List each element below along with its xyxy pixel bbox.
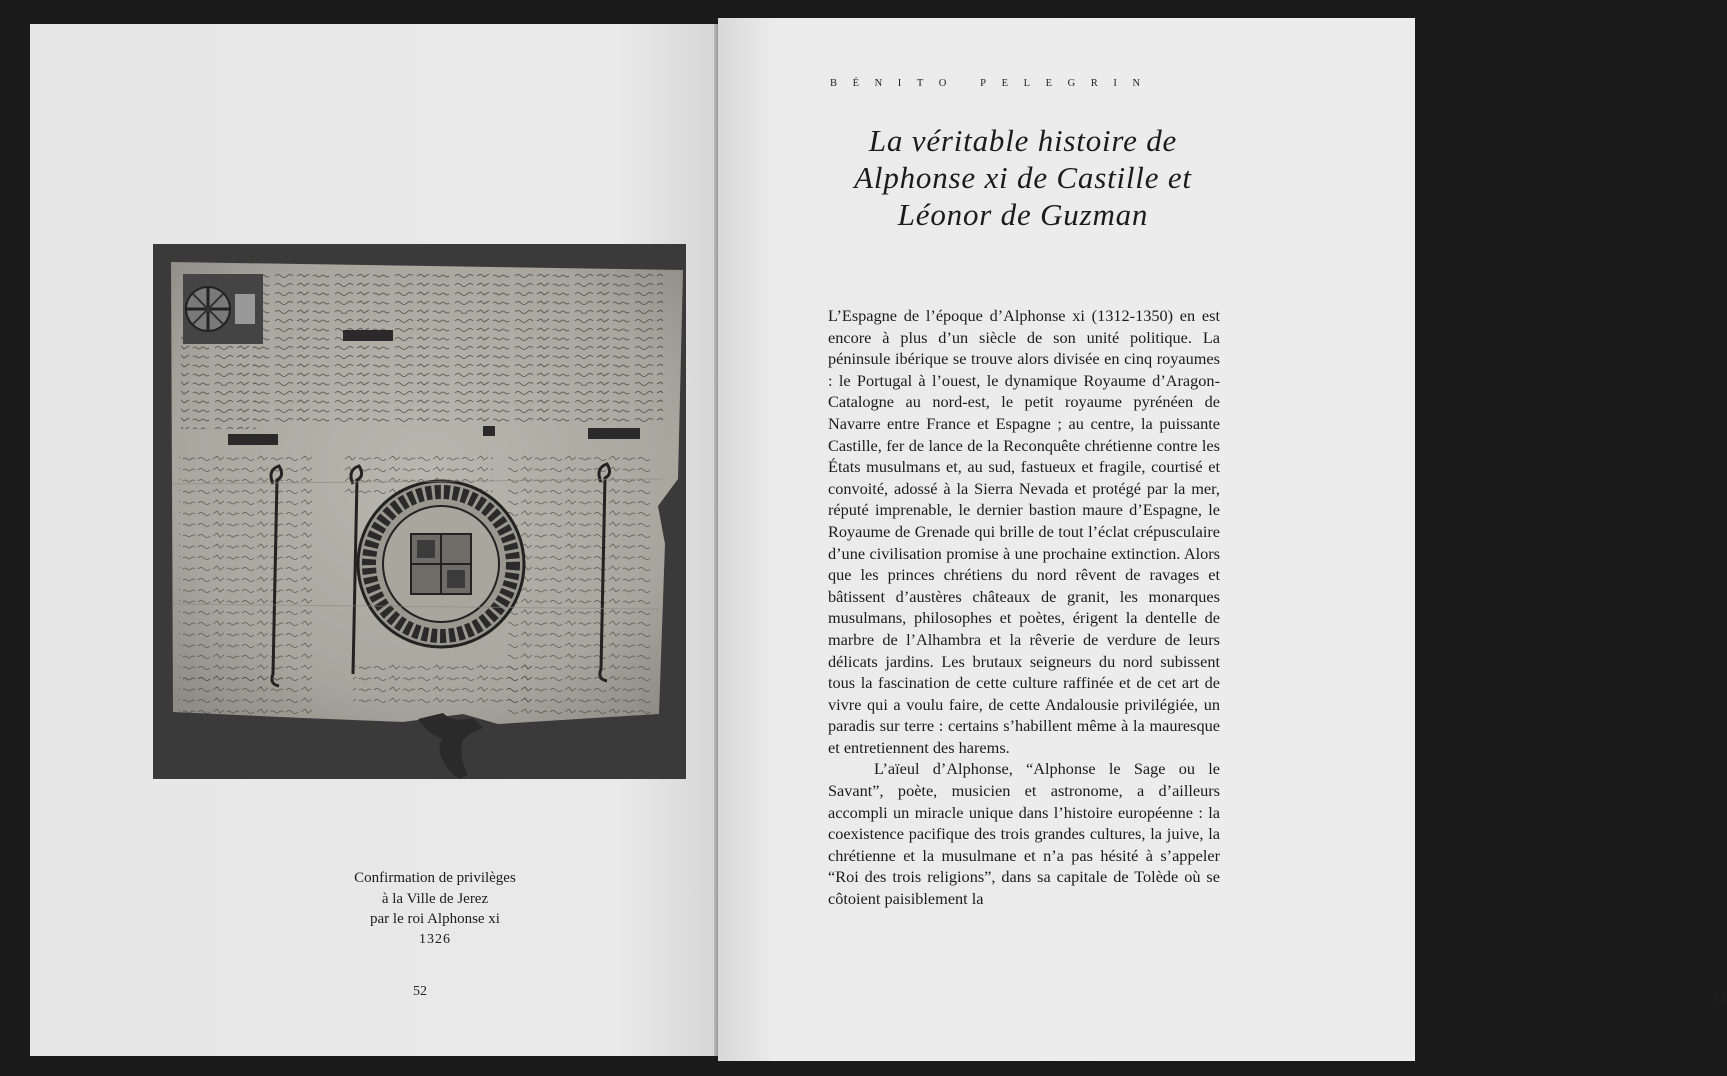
body-text	[828, 305, 1220, 910]
paragraph-2: L’aïeul d’Alphonse, “Alphonse le Sage ou le Savant”, poète, musicien et astronome, a d’ailleurs accompli un miracle unique dans l’histoire européenne : la coexistence pacifique des trois grandes cultures, la juive, la chrétienne et la musulmane et n’a pas hésité à s’appeler “Roi des trois religions”, dans sa capitale de Tolède où se côtoient paisiblement la	[828, 759, 1220, 909]
paragraph-1: L’Espagne de l’époque d’Alphonse xi (1312-1350) en est encore à plus d’un siècle de son unité politique. La péninsule ibérique se trouve alors divisée en cinq royaumes : le Portugal à l’ouest, le dynamique Royaume d’Aragon-Catalogne au nord-est, le petit royaume pyrénéen de Navarre entre France et Espagne ; au centre, la puissante Castille, fer de lance de la Reconquête chrétienne contre les États musulmans et, au sud, fastueux et fragile, courtisé et convoité, adossé à la Sierra Nevada et protégé par la mer, réputé imprenable, le dernier bastion maure d’Espagne, le Royaume de Grenade qui brille de tout l’éclat crépusculaire d’une civilisation promise à une prochaine extinction. Alors que les princes chrétiens du nord rêvent de ravages et bâtissent d’austères châteaux de granit, les monarques musulmans, philosophes et poètes, érigent la dentelle de marbre de l’Alhambra et la rêverie de verdure de leurs délicats jardins. Les brutaux seigneurs du nord subissent tous la fascination de cette culture raffinée et de cet art de vivre qui a voulu faire, de cette Andalousie privilégiée, un paradis sur terre : certains s’habillent même à la mauresque et entretiennent des harems.	[828, 306, 1220, 757]
figure-caption	[260, 868, 610, 950]
folio-right: 53	[1713, 992, 1727, 1007]
manuscript-image	[153, 244, 686, 779]
caption-line-3: par le roi Alphonse xi	[370, 911, 500, 927]
caption-line-2: à la Ville de Jerez	[381, 890, 489, 907]
caption-line-1: Confirmation de privilèges	[354, 870, 516, 886]
caption-year: 1326	[419, 931, 451, 947]
folio-left: 52	[413, 984, 427, 999]
running-head: BÉNITO PELEGRIN	[830, 78, 1156, 89]
left-page	[30, 24, 718, 1056]
title-line-3: Léonor de Guzman	[897, 197, 1149, 232]
chapter-title	[788, 122, 1258, 233]
right-page	[718, 18, 1727, 1061]
title-line-1: La véritable histoire de	[868, 123, 1178, 158]
title-line-2: Alphonse xi de Castille et	[854, 160, 1192, 195]
